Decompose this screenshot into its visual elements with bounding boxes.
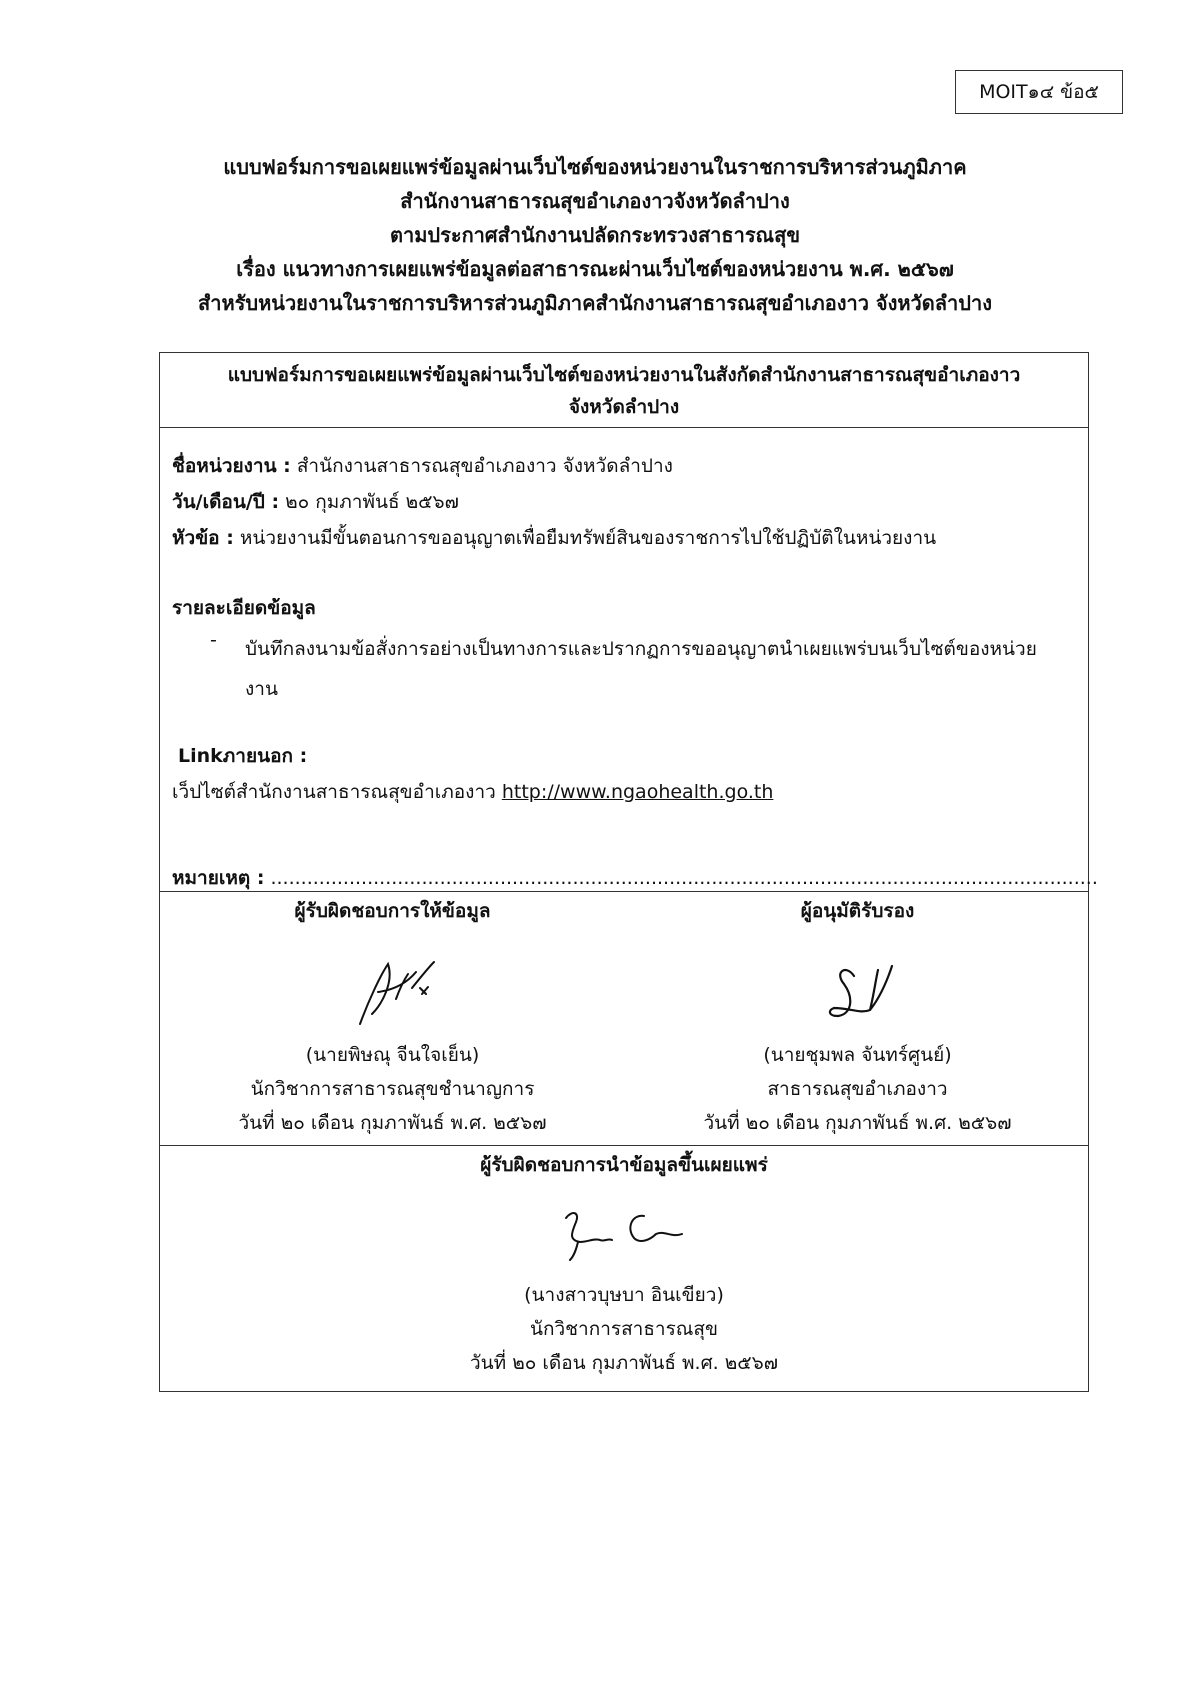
provider-position: นักวิชาการสาธารณสุขชำนาญการ (250, 1078, 535, 1100)
topic-value: หน่วยงานมีขั้นตอนการขออนุญาตเพื่อยืมทรัพย์สินของราชการไปใช้ปฏิบัติในหน่วยงาน (233, 527, 937, 549)
form-title (160, 353, 1088, 428)
approver-position: สาธารณสุขอำเภองาว (767, 1078, 948, 1100)
provider-signature-block (160, 892, 625, 1145)
detail-bullet: - (210, 629, 217, 651)
approver-name: (นายชุมพล จันทร์ศูนย์) (763, 1044, 952, 1066)
unit-label: ชื่อหน่วยงาน : (172, 455, 291, 477)
approver-details (625, 1038, 1090, 1140)
header-line-1: แบบฟอร์มการขอเผยแพร่ข้อมูลผ่านเว็บไซต์ของหน่วยงานในราชการบริหารส่วนภูมิภาค (223, 155, 967, 179)
approver-heading: ผู้อนุมัติรับรอง (800, 900, 915, 922)
note-dots: ......................................................................................................................................... (264, 867, 1098, 889)
date-value: ๒๐ กุมภาพันธ์ ๒๕๖๗ (279, 491, 459, 513)
header-line-4: เรื่อง แนวทางการเผยแพร่ข้อมูลต่อสาธารณะผ่านเว็บไซต์ของหน่วยงาน พ.ศ. ๒๕๖๗ (236, 257, 954, 281)
publisher-signature (554, 1204, 694, 1264)
approver-signature (808, 954, 908, 1029)
signature-section (160, 891, 1088, 1146)
header-line-2: สำนักงานสาธารณสุขอำเภองาวจังหวัดลำปาง (400, 189, 790, 213)
website-link[interactable]: http://www.ngaohealth.go.th (501, 781, 774, 803)
publisher-signature-block (160, 1146, 1088, 1391)
form-title-line-1: แบบฟอร์มการขอเผยแพร่ข้อมูลผ่านเว็บไซต์ของหน่วยงานในสังกัดสำนักงานสาธารณสุขอำเภองาว (227, 364, 1021, 386)
form-title-line-2: จังหวัดลำปาง (568, 396, 680, 418)
document-code: MOIT๑๔ ข้อ๕ (955, 70, 1123, 114)
note-row (172, 863, 1098, 893)
publisher-heading: ผู้รับผิดชอบการนำข้อมูลขึ้นเผยแพร่ (480, 1154, 768, 1176)
provider-name: (นายพิษณุ จีนใจเย็น) (305, 1044, 480, 1066)
date-label: วัน/เดือน/ปี : (172, 491, 280, 513)
note-label: หมายเหตุ : (172, 867, 265, 889)
document-header (90, 150, 1100, 320)
publisher-position: นักวิชาการสาธารณสุข (529, 1318, 719, 1340)
approver-signature-block (625, 892, 1090, 1145)
detail-text: บันทึกลงนามข้อสั่งการอย่างเป็นทางการและปรากฏการขออนุญาตนำเผยแพร่บนเว็บไซต์ของหน่วยงาน (245, 638, 1037, 700)
publisher-details (160, 1278, 1088, 1380)
request-form (159, 352, 1098, 1392)
provider-signature (338, 954, 448, 1029)
header-line-5: สำหรับหน่วยงานในราชการบริหารส่วนภูมิภาคสำนักงานสาธารณสุขอำเภองาว จังหวัดลำปาง (198, 291, 992, 315)
external-link-row (172, 777, 773, 807)
topic-row (172, 520, 1072, 556)
external-link-title: Linkภายนอก : (178, 745, 308, 767)
publisher-name: (นางสาวบุษบา อินเขียว) (524, 1284, 724, 1306)
provider-details (160, 1038, 625, 1140)
detail-title: รายละเอียดข้อมูล (172, 597, 316, 619)
approver-date: วันที่ ๒๐ เดือน กุมภาพันธ์ พ.ศ. ๒๕๖๗ (703, 1112, 1012, 1134)
provider-heading: ผู้รับผิดชอบการให้ข้อมูล (294, 900, 491, 922)
unit-value: สำนักงานสาธารณสุขอำเภองาว จังหวัดลำปาง (290, 455, 673, 477)
date-row (172, 484, 1072, 520)
unit-row (172, 448, 1072, 484)
header-line-3: ตามประกาศสำนักงานปลัดกระทรวงสาธารณสุข (389, 223, 800, 247)
provider-date: วันที่ ๒๐ เดือน กุมภาพันธ์ พ.ศ. ๒๕๖๗ (238, 1112, 547, 1134)
publisher-date: วันที่ ๒๐ เดือน กุมภาพันธ์ พ.ศ. ๒๕๖๗ (470, 1352, 778, 1374)
form-info (172, 448, 1072, 556)
link-prefix: เว็ปไซต์สำนักงานสาธารณสุขอำเภองาว (172, 781, 502, 803)
topic-label: หัวข้อ : (172, 527, 234, 549)
